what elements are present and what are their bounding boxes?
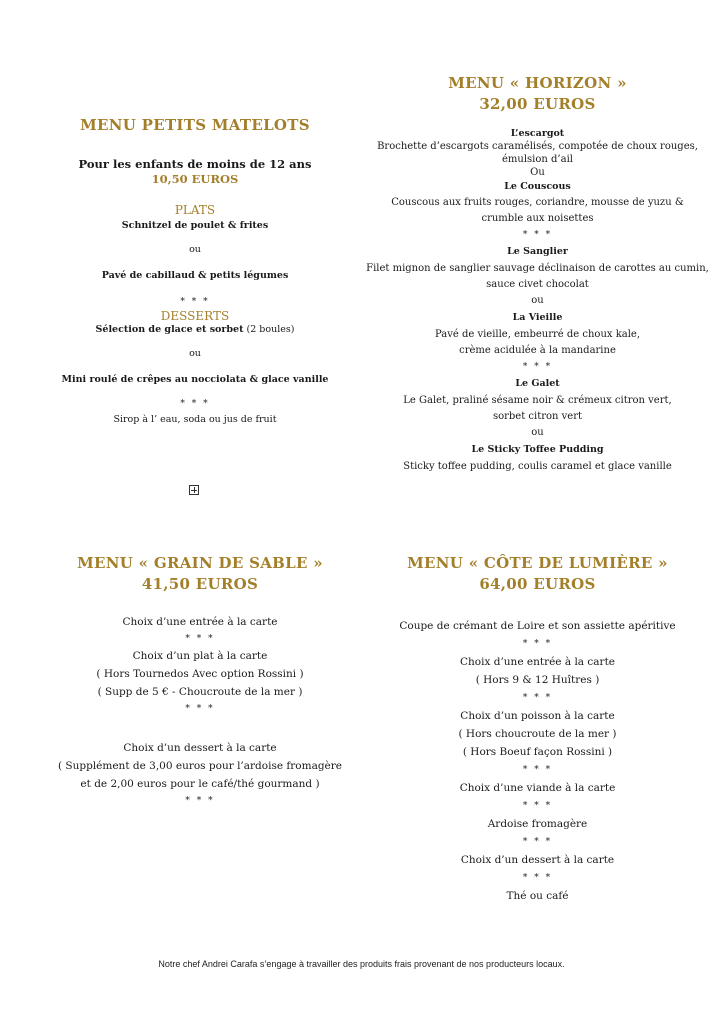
menu-line: ( Hors Tournedos Avec option Rossini ) xyxy=(96,668,304,680)
dish-description: Filet mignon de sanglier sauvage déclinaison de carottes au cumin, xyxy=(366,263,709,274)
dish-description: crème acidulée à la mandarine xyxy=(459,345,616,356)
stars-separator: * * * xyxy=(180,297,210,307)
stars-separator: * * * xyxy=(180,399,210,409)
menu-line: Choix d’un plat à la carte xyxy=(132,650,268,662)
dish-name: Le Sticky Toffee Pudding xyxy=(471,444,604,455)
menu-title: MENU « HORIZON » xyxy=(448,74,627,92)
dish-description: Le Galet, praliné sésame noir & crémeux citron vert, xyxy=(403,395,672,406)
dessert-name: Mini roulé de crêpes au nocciolata & glace vanille xyxy=(61,374,329,385)
dish-description: Brochette d’escargots caramélisés, compotée de choux rouges, xyxy=(377,141,698,152)
dish-name: Le Galet xyxy=(515,378,560,389)
footer-note: Notre chef Andrei Carafa s’engage à travailler des produits frais provenant de nos producteurs locaux. xyxy=(158,959,565,969)
stars-separator: * * * xyxy=(522,693,553,703)
menu-title: MENU « GRAIN DE SABLE » xyxy=(77,554,323,572)
expand-icon[interactable] xyxy=(189,485,199,495)
section-desserts: DESSERTS xyxy=(160,309,230,323)
menu-price: 10,50 EUROS xyxy=(151,172,239,186)
stars-separator: * * * xyxy=(185,634,215,644)
section-plats: PLATS xyxy=(174,203,216,217)
dish-description: sauce civet chocolat xyxy=(486,279,589,290)
or-separator: ou xyxy=(189,348,201,359)
or-separator: ou xyxy=(531,295,544,306)
menu-petits-matelots xyxy=(0,115,390,428)
menu-line: Choix d’une entrée à la carte xyxy=(122,616,278,628)
menu-title: MENU « CÔTE DE LUMIÈRE » xyxy=(407,554,668,572)
dish-name: Pavé de cabillaud & petits légumes xyxy=(101,270,289,281)
menu-line: ( Supplément de 3,00 euros pour l’ardoise fromagère xyxy=(57,760,343,772)
menu-price: 41,50 EUROS xyxy=(141,575,259,593)
menu-price: 64,00 EUROS xyxy=(479,575,596,593)
dish-description: émulsion d’ail xyxy=(502,154,573,165)
stars-separator: * * * xyxy=(522,230,553,240)
menu-grain-de-sable xyxy=(0,553,400,809)
menu-cote-de-lumiere xyxy=(360,553,715,905)
or-separator: ou xyxy=(531,427,544,438)
dish-description: Couscous aux fruits rouges, coriandre, mousse de yuzu & xyxy=(391,197,684,208)
menu-line: et de 2,00 euros pour le café/thé gourmand ) xyxy=(80,778,320,790)
drink-line: Sirop à l’ eau, soda ou jus de fruit xyxy=(113,414,277,425)
stars-separator: * * * xyxy=(522,362,553,372)
menu-line: ( Hors choucroute de la mer ) xyxy=(458,728,617,740)
menu-line: Choix d’un dessert à la carte xyxy=(460,854,615,866)
or-separator: ou xyxy=(189,244,201,255)
dessert-name: Sélection de glace et sorbet xyxy=(95,324,244,335)
dish-name: L’escargot xyxy=(510,128,565,139)
dish-description: Pavé de vieille, embeurré de choux kale, xyxy=(434,329,641,340)
stars-separator: * * * xyxy=(522,801,553,811)
dish-description: sorbet citron vert xyxy=(492,411,583,422)
dish-name: Le Sanglier xyxy=(507,246,568,257)
menu-line: Ardoise fromagère xyxy=(487,818,588,830)
stars-separator: * * * xyxy=(522,873,553,883)
dish-name: La Vieille xyxy=(512,312,563,323)
or-separator: Ou xyxy=(530,167,545,178)
menu-line: Choix d’un poisson à la carte xyxy=(460,710,615,722)
dish-description: crumble aux noisettes xyxy=(481,213,594,224)
menu-subtitle: Pour les enfants de moins de 12 ans xyxy=(78,157,312,171)
menu-line: ( Hors 9 & 12 Huîtres ) xyxy=(475,674,600,686)
stars-separator: * * * xyxy=(522,639,553,649)
stars-separator: * * * xyxy=(185,796,215,806)
dessert-line xyxy=(0,322,390,338)
menu-line: ( Hors Boeuf façon Rossini ) xyxy=(462,746,613,758)
menu-line: Choix d’un dessert à la carte xyxy=(123,742,277,754)
menu-horizon xyxy=(350,73,723,475)
menu-title: MENU PETITS MATELOTS xyxy=(80,116,310,134)
stars-separator: * * * xyxy=(522,765,553,775)
menu-price: 32,00 EUROS xyxy=(479,95,596,113)
menu-line: Thé ou café xyxy=(506,890,569,902)
menu-line: ( Supp de 5 € - Choucroute de la mer ) xyxy=(97,686,303,698)
dish-description: Sticky toffee pudding, coulis caramel et glace vanille xyxy=(403,461,672,472)
stars-separator: * * * xyxy=(185,704,215,714)
dish-name: Schnitzel de poulet & frites xyxy=(121,220,269,231)
stars-separator: * * * xyxy=(522,837,553,847)
menu-line: Choix d’une entrée à la carte xyxy=(460,656,615,668)
dessert-detail: (2 boules) xyxy=(243,324,295,335)
dish-name: Le Couscous xyxy=(504,181,571,192)
menu-line: Choix d’une viande à la carte xyxy=(459,782,616,794)
menu-line: Coupe de crémant de Loire et son assiette apéritive xyxy=(399,620,676,632)
